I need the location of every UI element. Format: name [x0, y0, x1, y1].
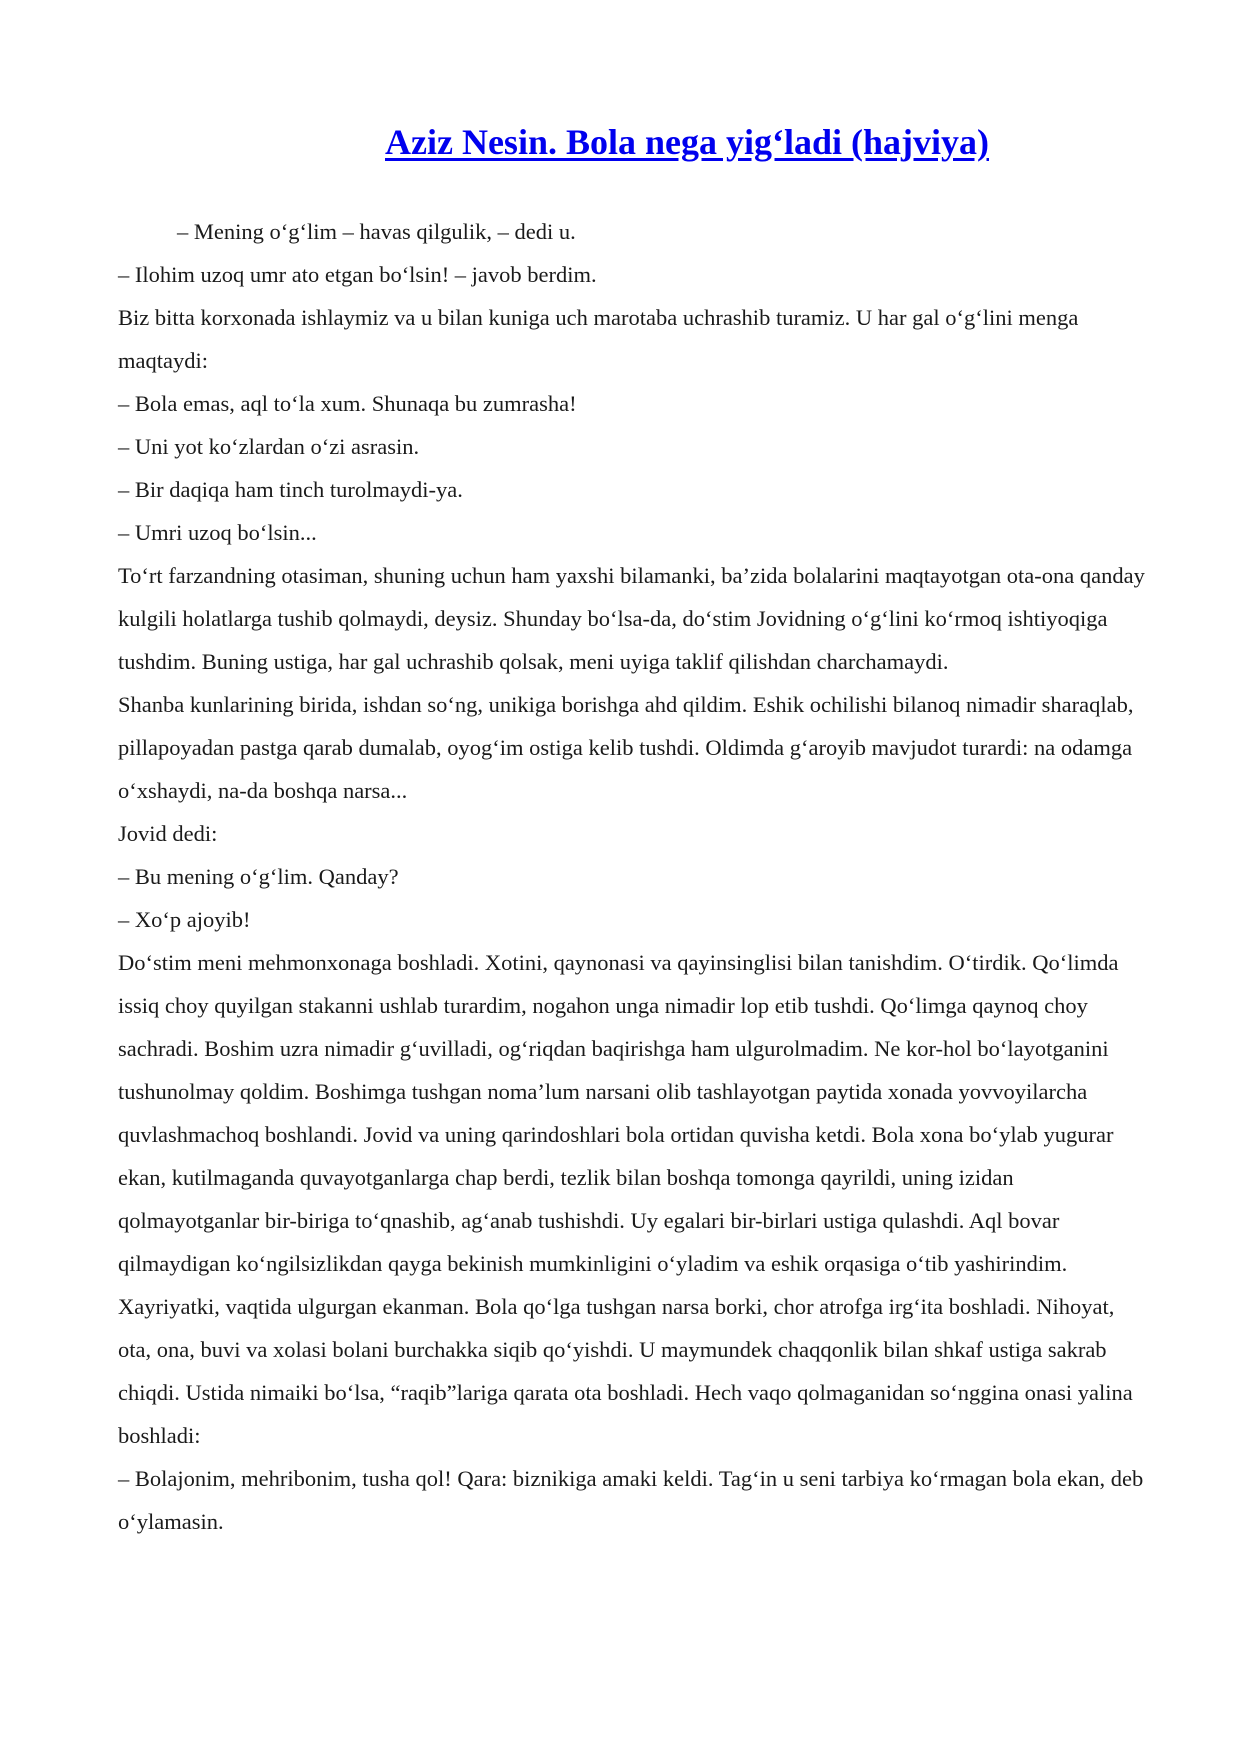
document-title-link[interactable]: Aziz Nesin. Bola nega yig‘ladi (hajviya): [385, 122, 989, 162]
paragraph: – Mening o‘g‘lim – havas qilgulik, – dedi u.: [177, 219, 576, 244]
document-body: [118, 210, 1148, 1543]
paragraph: – Bu mening o‘g‘lim. Qanday?: [118, 864, 399, 889]
paragraph: – Bola emas, aql to‘la xum. Shunaqa bu zumrasha!: [118, 391, 577, 416]
paragraph: – Xo‘p ajoyib!: [118, 907, 251, 932]
paragraph: – Bir daqiqa ham tinch turolmaydi-ya.: [118, 477, 463, 502]
paragraph: – Umri uzoq bo‘lsin...: [118, 520, 317, 545]
paragraph: To‘rt farzandning otasiman, shuning uchun ham yaxshi bilamanki, ba’zida bolalarini maqtayotgan ota-ona qanday kulgili holatlarga tushib qolmaydi, deysiz. Shunday bo‘lsa-da, do‘stim Jovidning o‘g‘lini ko‘rmoq ishtiyoqiga tushdim. Buning ustiga, har gal uchrashib qolsak, meni uyiga taklif qilishdan charchamaydi.: [118, 563, 1145, 674]
paragraph: – Uni yot ko‘zlardan o‘zi asrasin.: [118, 434, 420, 459]
paragraph: Do‘stim meni mehmonxonaga boshladi. Xotini, qaynonasi va qayinsinglisi bilan tanishdim. O‘tirdik. Qo‘limda issiq choy quyilgan stakanni ushlab turardim, nogahon unga nimadir lop etib tushdi. Qo‘limga qaynoq choy sachradi. Boshim uzra nimadir g‘uvilladi, og‘riqdan baqirishga ham ulgurolmadim. Ne kor-hol bo‘layotganini tushunolmay qoldim. Boshimga tushgan noma’lum narsani olib tashlayotgan paytida xonada yovvoyilarcha quvlashmachoq boshlandi. Jovid va uning qarindoshlari bola ortidan quvisha ketdi. Bola xona bo‘ylab yugurar ekan, kutilmaganda quvayotganlarga chap berdi, tezlik bilan boshqa tomonga qayrildi, uning izidan qolmayotganlar bir-biriga to‘qnashib, ag‘anab tushishdi. Uy egalari bir-birlari ustiga qulashdi. Aql bovar qilmaydigan ko‘ngilsizlikdan qayga bekinish mumkinligini o‘yladim va eshik orqasiga o‘tib yashirindim. Xayriyatki, vaqtida ulgurgan ekanman. Bola qo‘lga tushgan narsa borki, chor atrofga irg‘ita boshladi. Nihoyat, ota, ona, buvi va xolasi bolani burchakka siqib qo‘yishdi. U maymundek chaqqonlik bilan shkaf ustiga sakrab chiqdi. Ustida nimaiki bo‘lsa, “raqib”lariga qarata ota boshladi. Hech vaqo qolmaganidan so‘nggina onasi yalina boshladi:: [118, 950, 1133, 1448]
paragraph: Biz bitta korxonada ishlaymiz va u bilan kuniga uch marotaba uchrashib turamiz. U har gal o‘g‘lini menga maqtaydi:: [118, 305, 1079, 373]
paragraph: – Ilohim uzoq umr ato etgan bo‘lsin! – javob berdim.: [118, 262, 597, 287]
paragraph: Jovid dedi:: [118, 821, 218, 846]
paragraph: – Bolajonim, mehribonim, tusha qol! Qara: biznikiga amaki keldi. Tag‘in u seni tarbiya ko‘rmagan bola ekan, deb o‘ylamasin.: [118, 1466, 1144, 1534]
paragraph: Shanba kunlarining birida, ishdan so‘ng, unikiga borishga ahd qildim. Eshik ochilishi bilanoq nimadir sharaqlab, pillapoyadan pastga qarab dumalab, oyog‘im ostiga kelib tushdi. Oldimda g‘aroyib mavjudot turardi: na odamga o‘xshaydi, na-da boshqa narsa...: [118, 692, 1134, 803]
